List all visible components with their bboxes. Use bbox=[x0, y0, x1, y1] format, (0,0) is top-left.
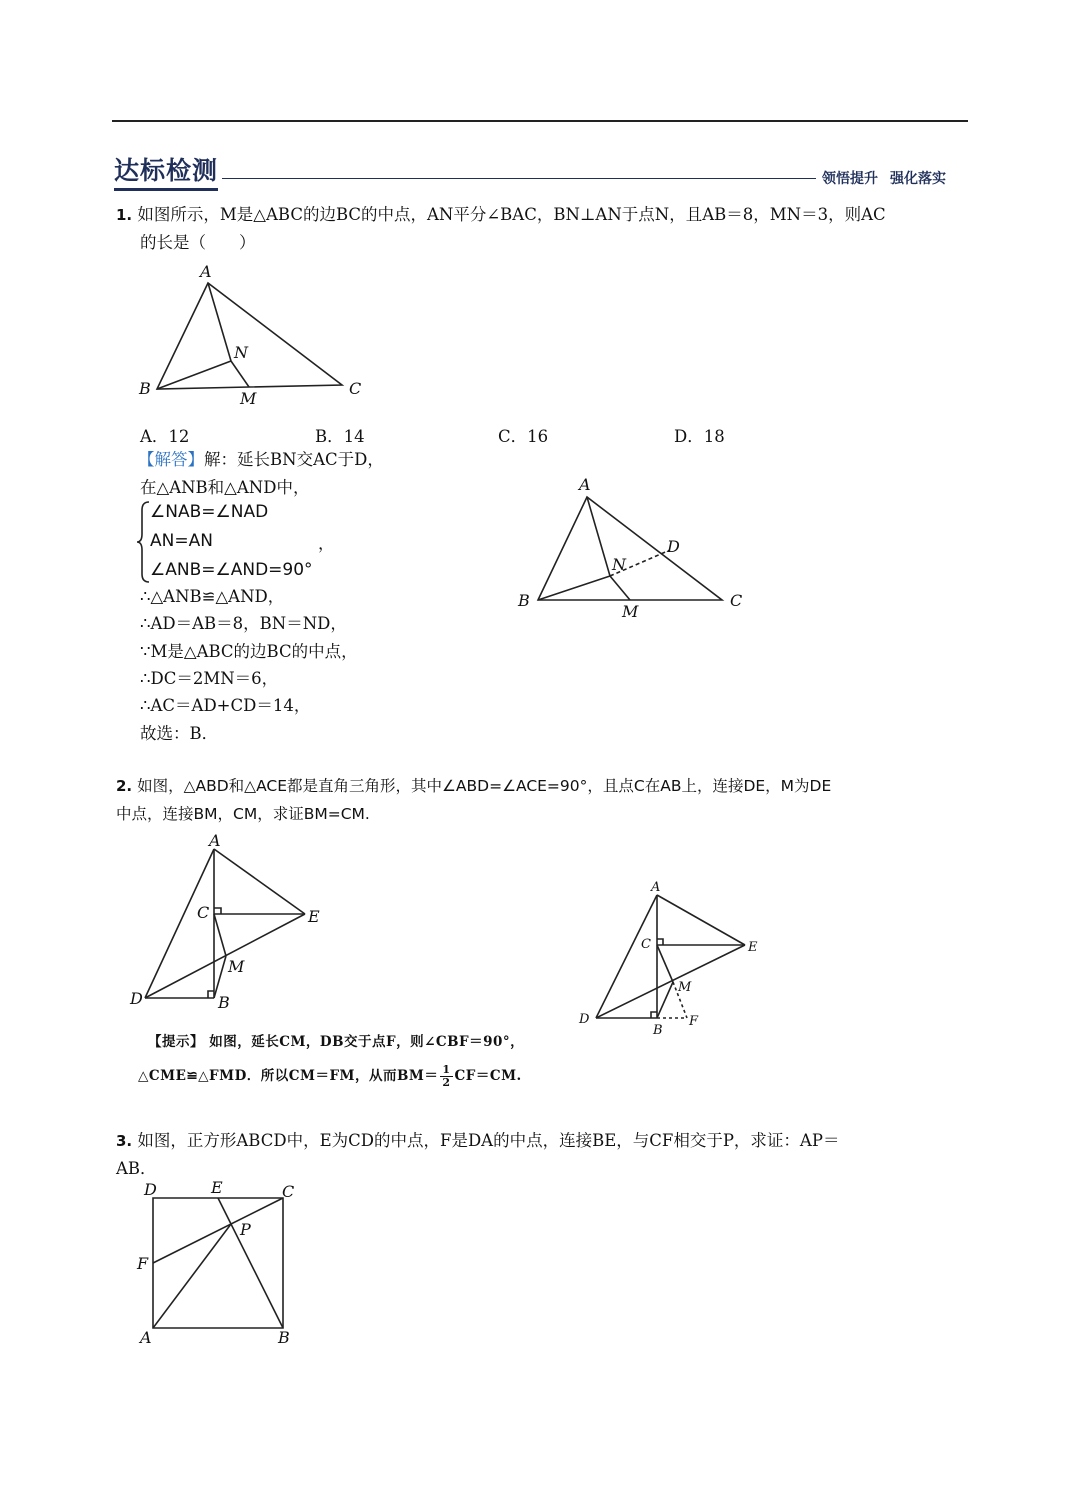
q2h-label-d: D bbox=[579, 1012, 590, 1027]
q2h-right-angle-c bbox=[657, 939, 663, 945]
q1s-segment-nm bbox=[610, 576, 630, 600]
q1s-label-c: C bbox=[730, 591, 743, 610]
q2-right-angle-b bbox=[208, 991, 214, 998]
q2-label-a: A bbox=[209, 832, 221, 850]
page-top-rule bbox=[112, 120, 968, 122]
q3-label-f: F bbox=[137, 1254, 149, 1273]
q2h-label-m: M bbox=[678, 980, 692, 995]
q2h-label-e: E bbox=[748, 940, 758, 955]
q1-solution-line7: ∴AC＝AD+CD＝14， bbox=[140, 696, 311, 715]
q2-label-d: D bbox=[130, 989, 143, 1008]
q3-label-d: D bbox=[144, 1180, 157, 1199]
q2-hint-figure bbox=[570, 870, 770, 1045]
q1-option-c: C．16 bbox=[498, 427, 549, 446]
q2h-right-angle-b bbox=[651, 1012, 657, 1018]
q1-answer-label: 【解答】 bbox=[138, 450, 204, 469]
section-tag-1: 领悟提升 bbox=[822, 171, 878, 187]
q1-solution-line2: 在△ANB和△AND中， bbox=[140, 478, 310, 497]
q1s-label-m: M bbox=[622, 602, 639, 621]
q1-segment-an bbox=[208, 283, 231, 361]
q1-label-a: A bbox=[200, 262, 212, 281]
q1-system-tail: ， bbox=[318, 534, 335, 553]
q1-option-b: B．14 bbox=[315, 427, 365, 446]
q1-solution-line8: 故选：B． bbox=[140, 724, 219, 743]
q1s-segment-an bbox=[587, 497, 610, 576]
q1-figure bbox=[130, 258, 380, 413]
q2-segment-cm bbox=[214, 914, 226, 956]
q3-stem-1: 如图，正方形ABCD中，E为CD的中点，F是DA的中点，连接BE，与CF相交于P，求证：AP＝ bbox=[137, 1131, 840, 1150]
q1-system-eq2: AN=AN bbox=[150, 531, 213, 551]
q2-segment-ae bbox=[214, 849, 305, 914]
q1-solution-line5: ∵M是△ABC的边BC的中点， bbox=[140, 642, 358, 661]
q2-label-c: C bbox=[197, 903, 210, 922]
q2-hint-fraction bbox=[440, 1064, 452, 1089]
q1-stem-2: 的长是（ ） bbox=[140, 233, 256, 252]
q1-solution-line3: ∴△ANB≌△AND， bbox=[140, 587, 285, 606]
q1-number: 1. bbox=[116, 206, 133, 224]
q2h-label-c: C bbox=[641, 937, 651, 952]
q1-system-eq1: ∠NAB=∠NAD bbox=[150, 502, 269, 522]
q1-solution-line6: ∴DC＝2MN＝6， bbox=[140, 669, 279, 688]
q3-label-e: E bbox=[211, 1178, 223, 1197]
q2-label-e: E bbox=[308, 907, 320, 926]
q2-label-m: M bbox=[228, 957, 245, 976]
q3-number: 3. bbox=[116, 1132, 133, 1150]
q2-hint-frac-den: 2 bbox=[442, 1076, 451, 1089]
q2-right-angle-c bbox=[214, 908, 221, 914]
q1-triangle-abc bbox=[157, 283, 342, 389]
q2h-label-a: A bbox=[651, 880, 661, 895]
section-tags bbox=[822, 168, 946, 188]
q2-segment-de bbox=[145, 914, 305, 998]
q1s-triangle-abc bbox=[538, 497, 722, 600]
q2-hint-line2 bbox=[138, 1064, 522, 1089]
q1-label-b: B bbox=[139, 379, 151, 398]
q1-segment-nm bbox=[231, 361, 249, 387]
q3-segment-ap bbox=[153, 1224, 231, 1328]
q2h-segment-cm bbox=[657, 945, 673, 982]
q1-solution-line4: ∴AD＝AB＝8，BN＝ND， bbox=[140, 614, 347, 633]
q1-solution-text-1: 解：延长BN交AC于D， bbox=[204, 450, 384, 469]
q2-line1 bbox=[116, 773, 831, 800]
q2-hint-text-a: △CME≌△FMD．所以CM＝FM，从而BM＝ bbox=[138, 1068, 439, 1084]
q2h-segment-de bbox=[596, 945, 745, 1018]
q2-segment-bm bbox=[214, 956, 226, 998]
q1-option-a: A．12 bbox=[140, 427, 190, 446]
q3-label-c: C bbox=[282, 1182, 295, 1201]
q1-line1 bbox=[116, 201, 886, 229]
q2-stem-1: 如图，△ABD和△ACE都是直角三角形，其中∠ABD=∠ACE=90°，且点C在AB上，连接DE，M为DE bbox=[137, 777, 832, 795]
q2h-segment-ad bbox=[596, 895, 657, 1018]
q1-option-d: D．18 bbox=[674, 427, 725, 446]
q2h-label-b: B bbox=[653, 1023, 663, 1038]
q2-figure bbox=[125, 832, 340, 1017]
q3-label-b: B bbox=[278, 1328, 290, 1347]
q1-label-n: N bbox=[234, 343, 248, 362]
q3-line1 bbox=[116, 1127, 839, 1155]
q1s-label-d: D bbox=[667, 537, 680, 556]
q2h-label-f: F bbox=[689, 1014, 699, 1029]
q2-label-b: B bbox=[218, 993, 230, 1012]
q2-hint-frac-num: 1 bbox=[442, 1063, 451, 1076]
q3-square-abcd bbox=[153, 1198, 283, 1328]
q2-hint-text-b: CF＝CM. bbox=[454, 1068, 522, 1084]
q3-figure bbox=[130, 1175, 310, 1350]
q3-segment-cf bbox=[153, 1198, 283, 1263]
q1s-label-a: A bbox=[579, 475, 591, 494]
q1-label-m: M bbox=[240, 389, 257, 408]
q3-label-a: A bbox=[140, 1328, 152, 1347]
q1s-label-b: B bbox=[518, 591, 530, 610]
q1-solution-figure bbox=[510, 470, 760, 625]
section-tag-2: 强化落实 bbox=[890, 171, 946, 187]
q3-segment-be bbox=[218, 1198, 283, 1328]
section-title-line bbox=[222, 178, 816, 179]
q3-stem-2: AB． bbox=[116, 1159, 157, 1178]
q2h-segment-ae bbox=[657, 895, 745, 945]
q1s-segment-bn bbox=[538, 576, 610, 600]
section-title: 达标检测 bbox=[114, 156, 218, 191]
q2-segment-ad bbox=[145, 849, 214, 998]
q1-system-eq3: ∠ANB=∠AND=90° bbox=[150, 560, 313, 580]
q1s-label-n: N bbox=[612, 555, 626, 574]
q2-number: 2. bbox=[116, 777, 133, 795]
q3-label-p: P bbox=[240, 1220, 251, 1239]
q2-hint-line1: 【提示】 如图，延长CM，DB交于点F，则∠CBF＝90°， bbox=[148, 1034, 525, 1050]
q1-label-c: C bbox=[349, 379, 362, 398]
q2-stem-2: 中点，连接BM，CM，求证BM=CM. bbox=[116, 805, 370, 823]
q1-stem-1: 如图所示，M是△ABC的边BC的中点，AN平分∠BAC，BN⊥AN于点N，且AB＝8，MN＝3，则AC bbox=[137, 205, 886, 224]
q1-solution-line1 bbox=[138, 446, 384, 473]
